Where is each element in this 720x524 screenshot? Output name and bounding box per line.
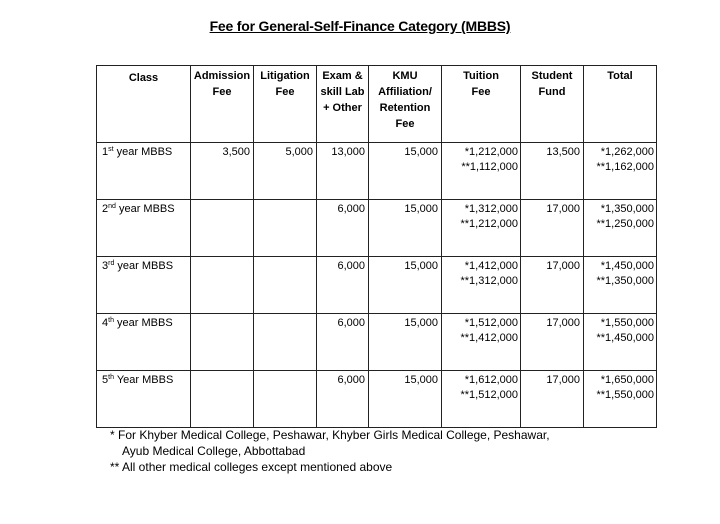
- footnotes: [110, 427, 550, 475]
- header-tuition-fee: [442, 66, 521, 143]
- header-label-line: KMU: [392, 70, 418, 82]
- total-single-star: *1,650,000: [600, 374, 654, 386]
- header-label-line: Affiliation/: [378, 86, 432, 98]
- header-exam-fee: [317, 66, 369, 143]
- year-label: year MBBS: [115, 203, 175, 215]
- year-suffix: th: [108, 317, 114, 324]
- tuition-double-star: **1,512,000: [460, 389, 518, 401]
- class-cell: [97, 200, 191, 257]
- total-double-star: **1,550,000: [596, 389, 654, 401]
- tuition-fee-cell: [442, 257, 521, 314]
- tuition-fee-cell: [442, 314, 521, 371]
- class-cell: [97, 257, 191, 314]
- header-label-line: Fee: [471, 86, 491, 98]
- total-single-star: *1,350,000: [600, 203, 654, 215]
- header-total: [584, 66, 657, 143]
- year-suffix: rd: [108, 260, 115, 267]
- year-number: 1: [102, 146, 109, 158]
- student-fund-cell: 17,000: [521, 314, 584, 371]
- tuition-double-star: **1,412,000: [460, 332, 518, 344]
- litigation-fee-cell: [254, 371, 317, 428]
- header-label-line: Tuition: [463, 70, 499, 82]
- kmu-fee-cell: 15,000: [369, 200, 442, 257]
- total-single-star: *1,450,000: [600, 260, 654, 272]
- page-title-text: Fee for General-Self-Finance Category (MBBS): [209, 18, 511, 34]
- total-cell: [584, 371, 657, 428]
- year-number: 3: [102, 260, 109, 272]
- tuition-double-star: **1,212,000: [460, 218, 518, 230]
- header-litigation-fee: [254, 66, 317, 143]
- student-fund-cell: 17,000: [521, 257, 584, 314]
- total-double-star: **1,250,000: [596, 218, 654, 230]
- litigation-fee-cell: [254, 257, 317, 314]
- student-fund-cell: 17,000: [521, 371, 584, 428]
- kmu-fee-cell: 15,000: [369, 314, 442, 371]
- header-label-line: + Other: [323, 102, 362, 114]
- header-label-line: Fee: [212, 86, 232, 98]
- litigation-fee-cell: [254, 314, 317, 371]
- class-cell: [97, 371, 191, 428]
- header-label-line: Retention: [379, 102, 431, 114]
- admission-fee-cell: [191, 200, 254, 257]
- year-number: 5: [102, 374, 109, 386]
- admission-fee-cell: [191, 314, 254, 371]
- exam-fee-cell: 6,000: [317, 200, 369, 257]
- year-label: year MBBS: [113, 317, 173, 329]
- table-row: [97, 143, 657, 200]
- header-admission-fee: [191, 66, 254, 143]
- header-label-line: Litigation: [260, 70, 310, 82]
- header-label-line: Fee: [275, 86, 295, 98]
- tuition-single-star: *1,512,000: [464, 317, 518, 329]
- exam-fee-cell: 6,000: [317, 314, 369, 371]
- exam-fee-cell: 6,000: [317, 257, 369, 314]
- total-cell: [584, 200, 657, 257]
- total-cell: [584, 143, 657, 200]
- tuition-double-star: **1,312,000: [460, 275, 518, 287]
- header-label-line: Fund: [538, 86, 566, 98]
- year-number: 4: [102, 317, 109, 329]
- exam-fee-cell: 13,000: [317, 143, 369, 200]
- header-label-line: Student: [531, 70, 573, 82]
- footnote-single-star-continued: Ayub Medical College, Abbottabad: [122, 444, 306, 458]
- student-fund-cell: 13,500: [521, 143, 584, 200]
- class-cell: [97, 143, 191, 200]
- table-row: [97, 200, 657, 257]
- footnote-double-star: ** All other medical colleges except mentioned above: [110, 460, 393, 474]
- total-cell: [584, 257, 657, 314]
- header-class-label: Class: [128, 72, 159, 84]
- total-double-star: **1,450,000: [596, 332, 654, 344]
- table-row: [97, 314, 657, 371]
- header-label-line: Total: [607, 70, 633, 82]
- header-label-line: skill Lab: [320, 86, 365, 98]
- tuition-single-star: *1,612,000: [464, 374, 518, 386]
- total-double-star: **1,350,000: [596, 275, 654, 287]
- total-single-star: *1,262,000: [600, 146, 654, 158]
- student-fund-cell: 17,000: [521, 200, 584, 257]
- litigation-fee-cell: [254, 200, 317, 257]
- year-suffix: st: [108, 146, 114, 153]
- fee-table: [96, 65, 657, 428]
- header-label-line: Exam &: [322, 70, 363, 82]
- table-row: [97, 371, 657, 428]
- header-label-line: Fee: [395, 118, 415, 130]
- total-cell: [584, 314, 657, 371]
- exam-fee-cell: 6,000: [317, 371, 369, 428]
- kmu-fee-cell: 15,000: [369, 143, 442, 200]
- tuition-fee-cell: [442, 371, 521, 428]
- header-class: [97, 66, 191, 143]
- year-label: year MBBS: [114, 260, 174, 272]
- kmu-fee-cell: 15,000: [369, 371, 442, 428]
- kmu-fee-cell: 15,000: [369, 257, 442, 314]
- footnote-single-star: * For Khyber Medical College, Peshawar, Khyber Girls Medical College, Peshawar,: [110, 428, 550, 442]
- litigation-fee-cell: 5,000: [254, 143, 317, 200]
- admission-fee-cell: 3,500: [191, 143, 254, 200]
- tuition-fee-cell: [442, 200, 521, 257]
- tuition-single-star: *1,412,000: [464, 260, 518, 272]
- table-row: [97, 257, 657, 314]
- class-cell: [97, 314, 191, 371]
- page-title: [0, 18, 720, 34]
- year-number: 2: [102, 203, 109, 215]
- total-double-star: **1,162,000: [596, 161, 654, 173]
- year-label: Year MBBS: [113, 374, 174, 386]
- tuition-double-star: **1,112,000: [461, 161, 518, 173]
- admission-fee-cell: [191, 257, 254, 314]
- admission-fee-cell: [191, 371, 254, 428]
- table-header-row: [97, 66, 657, 143]
- header-student-fund: [521, 66, 584, 143]
- header-label-line: Admission: [193, 70, 251, 82]
- total-single-star: *1,550,000: [600, 317, 654, 329]
- tuition-single-star: *1,312,000: [464, 203, 518, 215]
- header-kmu-fee: [369, 66, 442, 143]
- year-label: year MBBS: [113, 146, 173, 158]
- year-suffix: th: [108, 374, 114, 381]
- tuition-fee-cell: [442, 143, 521, 200]
- tuition-single-star: *1,212,000: [464, 146, 518, 158]
- year-suffix: nd: [108, 203, 116, 210]
